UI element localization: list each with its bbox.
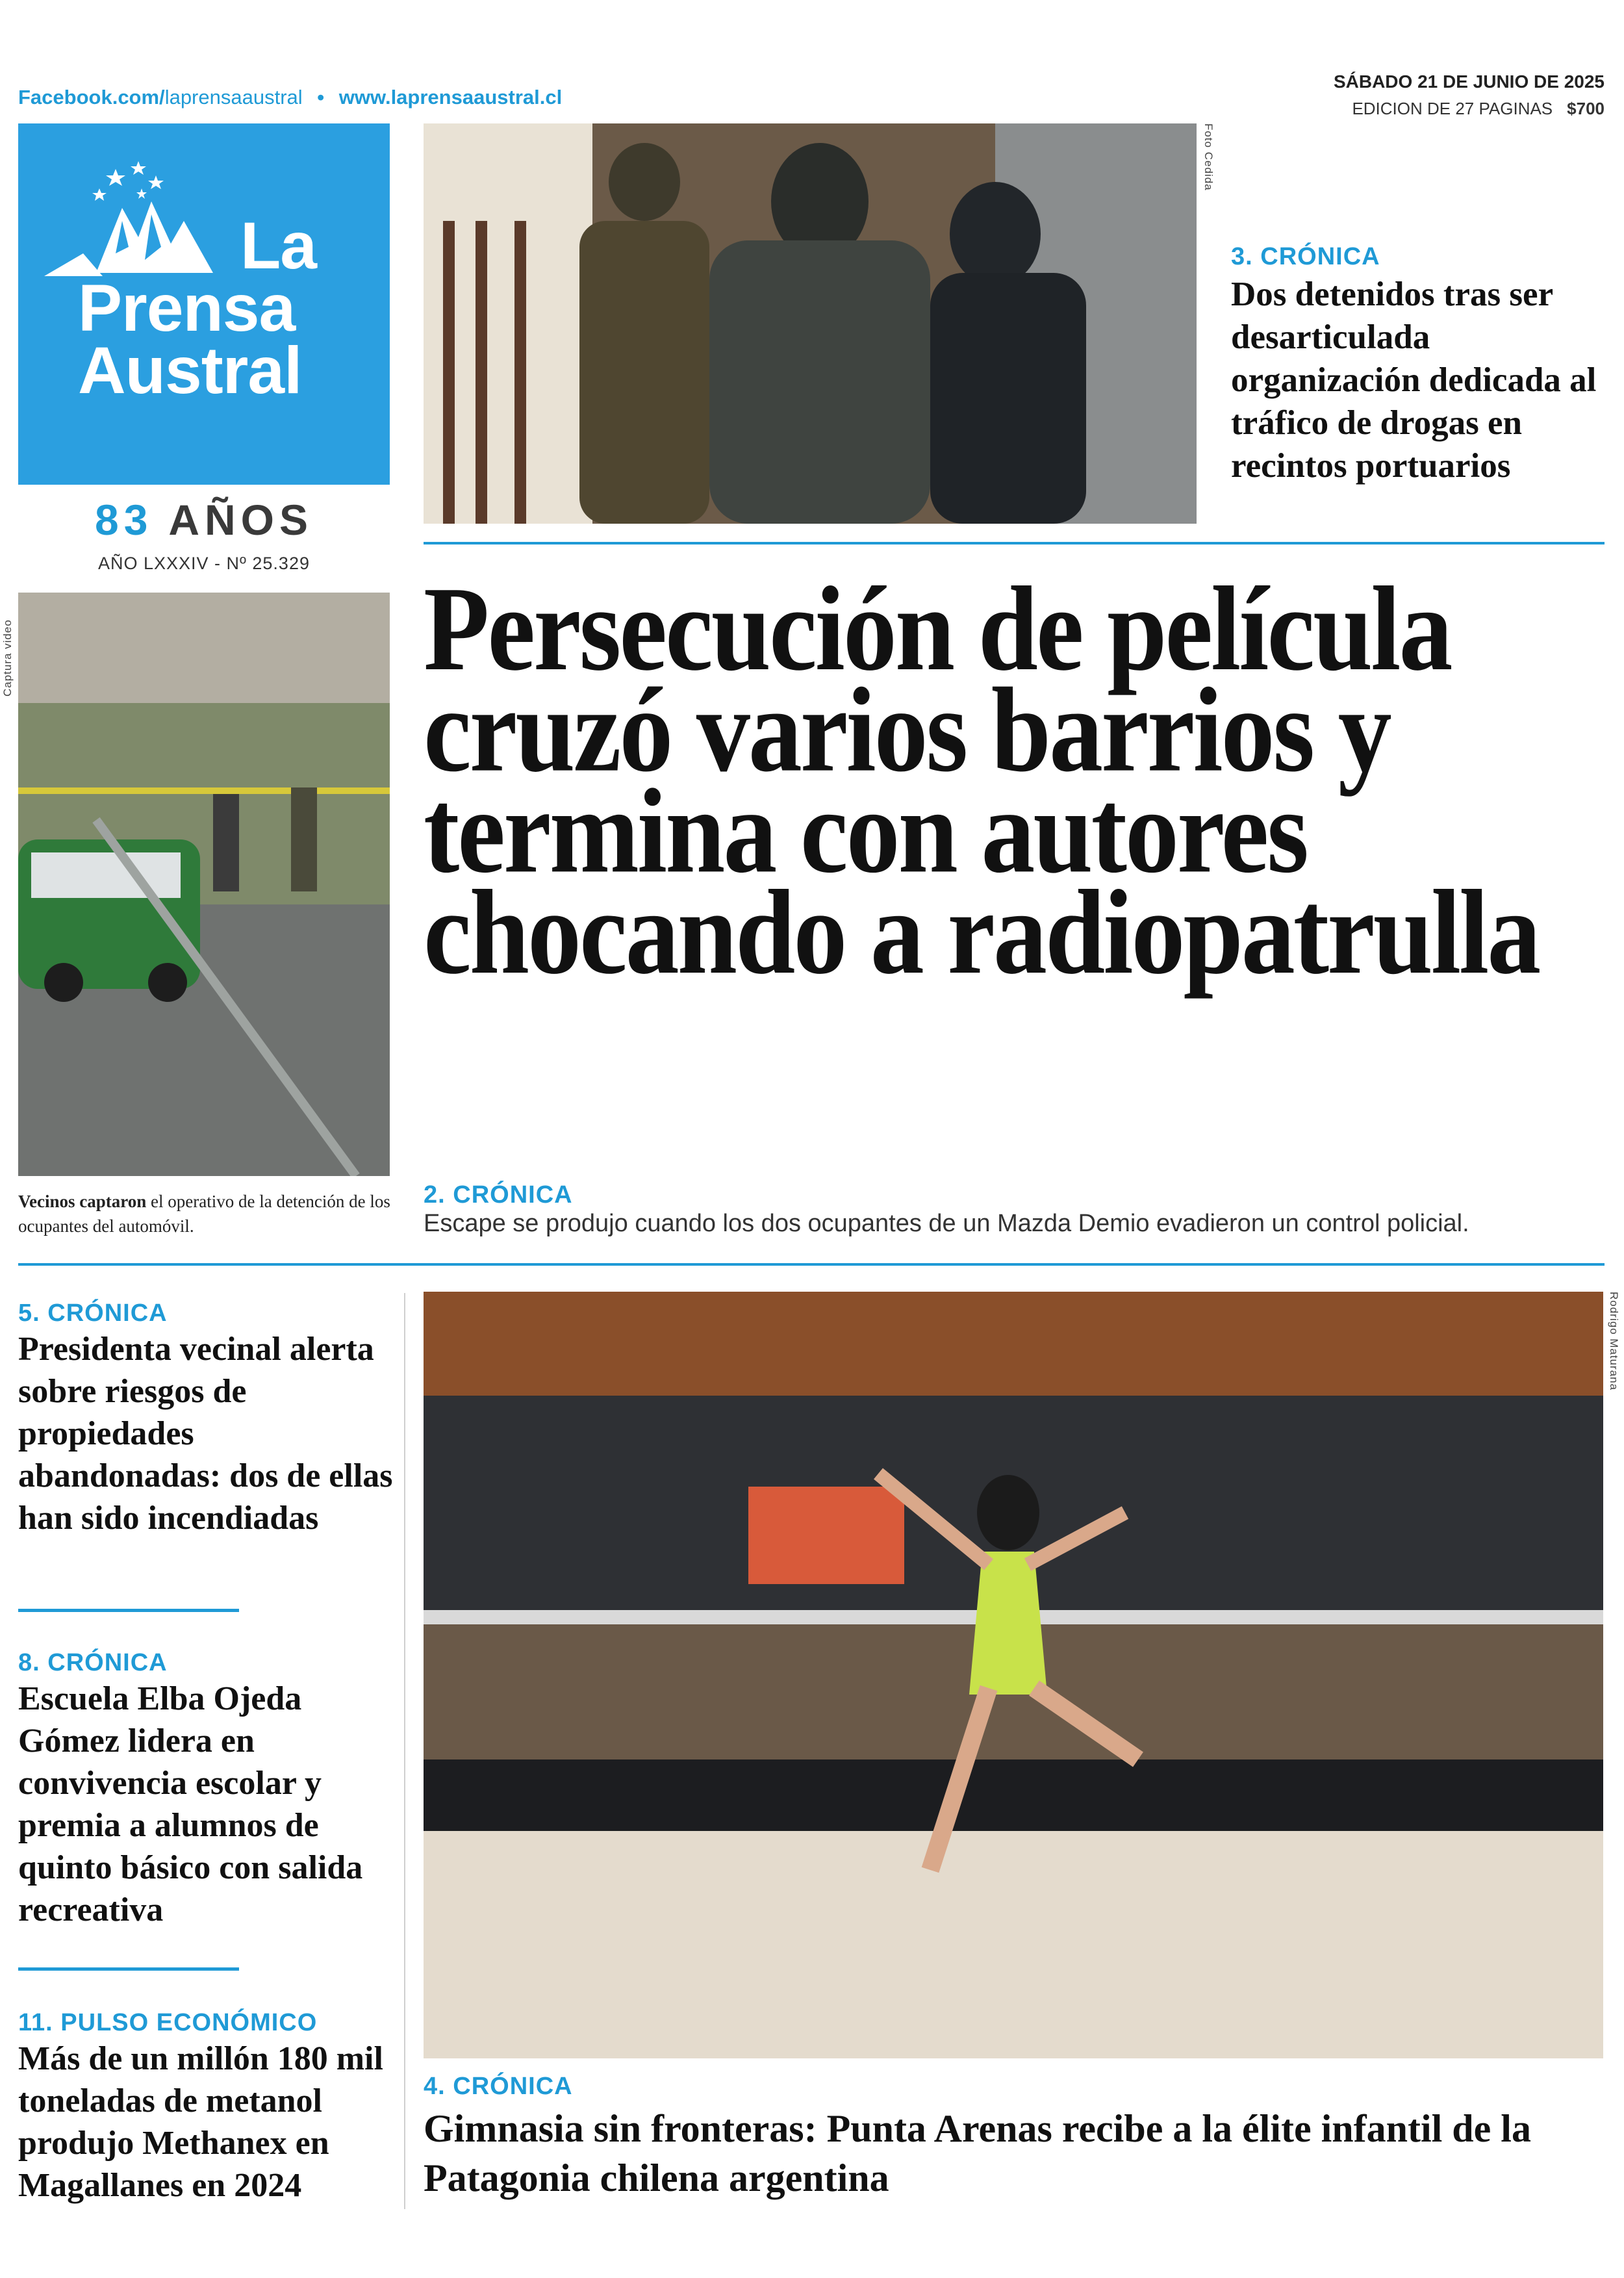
anniversary-word: AÑOS xyxy=(168,496,313,544)
column-divider xyxy=(404,1293,405,2209)
main-story-subhead: Escape se produjo cuando los dos ocupantes de un Mazda Demio evadieron un control policial. xyxy=(424,1210,1469,1237)
masthead-logo xyxy=(18,123,390,485)
story-section-label: 11. PULSO ECONÓMICO xyxy=(18,2009,318,2036)
logo-line-1: La xyxy=(240,209,317,283)
issue-date: SÁBADO 21 DE JUNIO DE 2025 xyxy=(1333,71,1605,92)
caption-lead: Vecinos captaron xyxy=(18,1192,147,1211)
arrest-photo[interactable] xyxy=(424,123,1197,524)
story-headline-methanex[interactable]: Más de un millón 180 mil toneladas de metanol produjo Methanex en Magallanes en 2024 xyxy=(18,2040,383,2204)
anniversary-number: 83 xyxy=(95,496,153,544)
link-separator: • xyxy=(317,86,325,109)
story-section-label: 3. CRÓNICA xyxy=(1231,243,1380,270)
divider xyxy=(18,1263,1605,1266)
chase-photo-credit: Captura video xyxy=(1,619,14,697)
social-links xyxy=(18,86,562,109)
arrest-photo-illustration xyxy=(424,123,1197,524)
website-link[interactable]: www.laprensaaustral.cl xyxy=(338,86,563,109)
logo-line-3: Austral xyxy=(78,333,302,407)
gymnastics-section-label: 4. CRÓNICA xyxy=(424,2073,573,2100)
story-headline-school[interactable]: Escuela Elba Ojeda Gómez lidera en convivencia escolar y premia a alumnos de quinto básico con salida recreativa xyxy=(18,1680,363,1928)
main-story-section-label: 2. CRÓNICA xyxy=(424,1181,573,1209)
divider xyxy=(18,1967,239,1971)
story-headline-drug-ring[interactable]: Dos detenidos tras ser desarticulada organización dedicada al tráfico de drogas en recintos portuarios xyxy=(1231,275,1597,485)
anniversary-banner xyxy=(18,495,390,544)
gymnastics-photo-illustration xyxy=(424,1292,1603,2058)
story-headline-gymnastics[interactable]: Gimnasia sin fronteras: Punta Arenas recibe a la élite infantil de la Patagonia chilena argentina xyxy=(424,2107,1531,2199)
story-section-label: 8. CRÓNICA xyxy=(18,1649,168,1676)
chase-photo[interactable] xyxy=(18,593,390,1176)
caption-rest: el operativo de la detención de los ocupantes del automóvil. xyxy=(18,1192,390,1236)
arrest-photo-credit: Foto Cedida xyxy=(1202,123,1215,191)
edition-info xyxy=(1352,99,1605,119)
gymnastics-photo[interactable] xyxy=(424,1292,1603,2058)
chase-photo-illustration xyxy=(18,593,390,1176)
page-count: EDICION DE 27 PAGINAS xyxy=(1352,99,1553,118)
logo-wordmark xyxy=(78,209,317,407)
facebook-link-prefix[interactable]: Facebook.com/ xyxy=(18,86,165,109)
divider xyxy=(18,1609,239,1612)
volume-number: AÑO LXXXIV - Nº 25.329 xyxy=(97,554,310,573)
main-headline[interactable]: Persecución de película cruzó varios barrios y termina con autores chocando a radiopatrulla xyxy=(424,561,1540,999)
story-headline-abandoned-properties[interactable]: Presidenta vecinal alerta sobre riesgos de propiedades abandonadas: dos de ellas han sido incendiadas xyxy=(18,1331,393,1537)
divider xyxy=(424,542,1605,544)
facebook-link-handle[interactable]: laprensaaustral xyxy=(164,86,303,109)
price: $700 xyxy=(1567,99,1605,118)
story-section-label: 5. CRÓNICA xyxy=(18,1299,168,1327)
logo-line-2: Prensa xyxy=(78,271,296,345)
chase-photo-caption xyxy=(18,1189,395,1238)
gymnastics-photo-credit: Rodrigo Maturana xyxy=(1608,1292,1620,1391)
